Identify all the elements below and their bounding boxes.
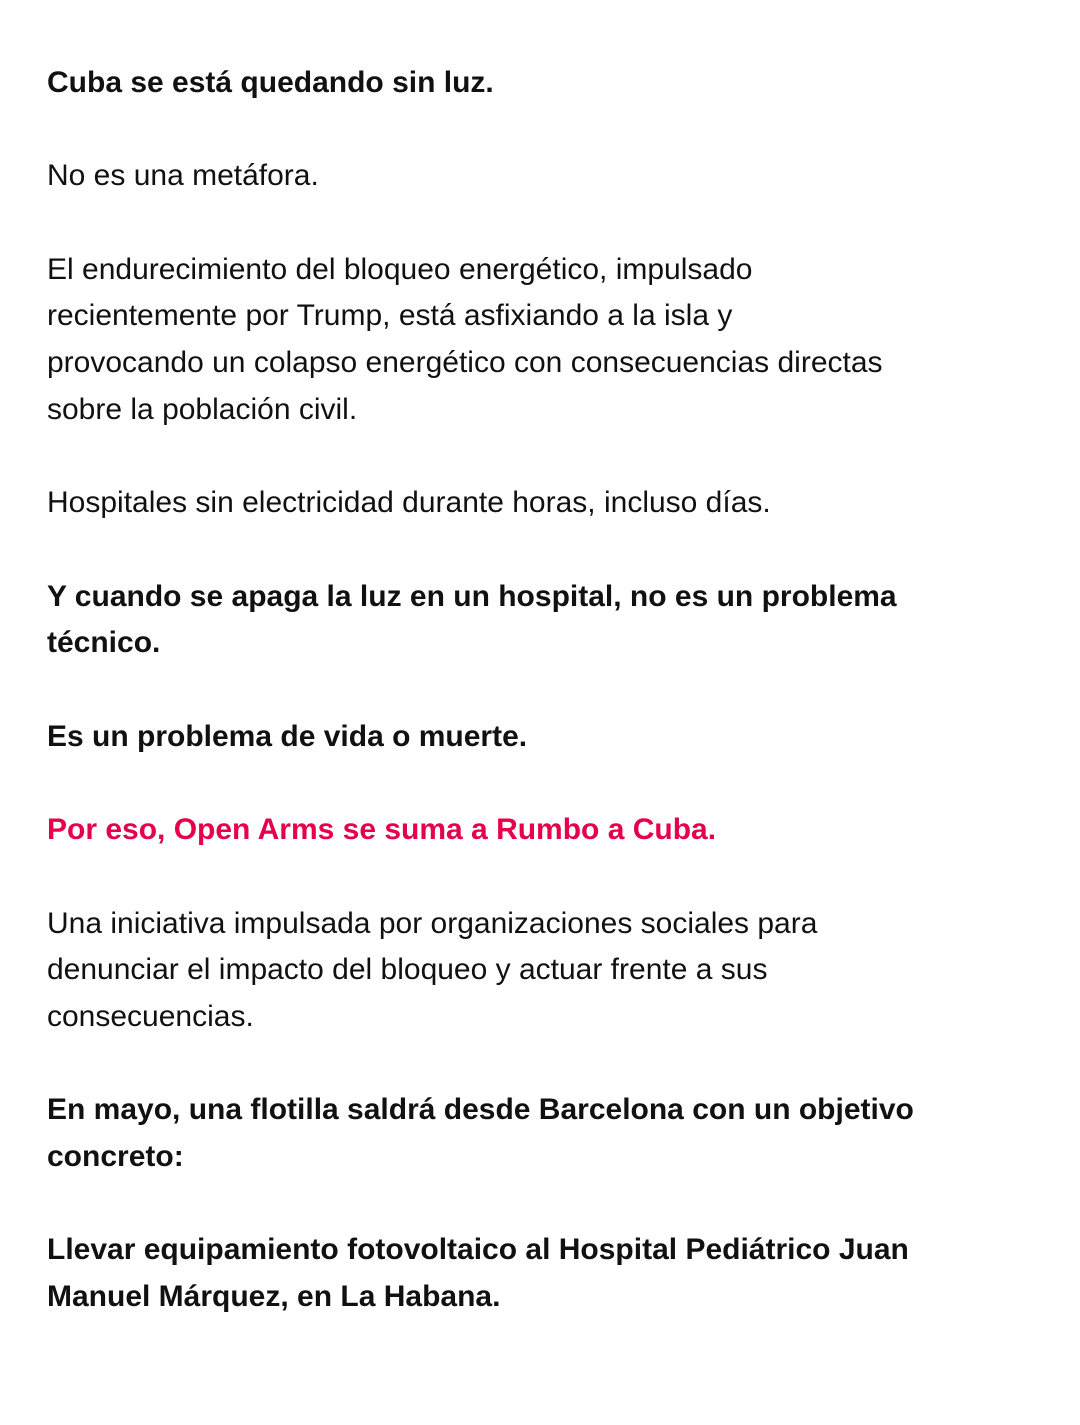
paragraph-line: consecuencias. <box>47 999 254 1033</box>
paragraph-line: En mayo, una flotilla saldrá desde Barcelona con un objetivo <box>47 1093 914 1127</box>
paragraph <box>47 901 1047 1041</box>
paragraph-line: Y cuando se apaga la luz en un hospital, no es un problema <box>47 579 897 613</box>
paragraph-line: Cuba se está quedando sin luz. <box>47 66 494 99</box>
paragraph <box>47 60 1047 107</box>
paragraph-line: Manuel Márquez, en La Habana. <box>47 1280 501 1314</box>
paragraph <box>47 714 1047 761</box>
paragraph-line: Una iniciativa impulsada por organizaciones sociales para <box>47 906 818 940</box>
paragraph-line: sobre la población civil. <box>47 392 358 426</box>
paragraph-line: Llevar equipamiento fotovoltaico al Hospital Pediátrico Juan <box>47 1233 909 1267</box>
paragraph <box>47 153 1047 200</box>
paragraph-line: Hospitales sin electricidad durante horas, incluso días. <box>47 486 771 520</box>
paragraph <box>47 574 1047 667</box>
paragraph-line: provocando un colapso energético con consecuencias directas <box>47 346 883 380</box>
paragraph <box>47 807 1047 854</box>
paragraph-line: No es una metáfora. <box>47 159 319 193</box>
paragraph <box>47 480 1047 527</box>
paragraph-line: concreto: <box>47 1140 184 1174</box>
paragraph <box>47 247 1047 434</box>
paragraph-line: recientemente por Trump, está asfixiando a la isla y <box>47 299 733 333</box>
paragraph-line: denunciar el impacto del bloqueo y actuar frente a sus <box>47 953 768 987</box>
paragraph <box>47 1227 1047 1320</box>
paragraph-line: El endurecimiento del bloqueo energético, impulsado <box>47 252 753 286</box>
paragraph <box>47 1087 1047 1180</box>
paragraph-line: técnico. <box>47 626 161 660</box>
paragraph-line: Por eso, Open Arms se suma a Rumbo a Cuba. <box>47 813 717 847</box>
article-body <box>47 60 1047 1368</box>
paragraph-line: Es un problema de vida o muerte. <box>47 719 528 753</box>
